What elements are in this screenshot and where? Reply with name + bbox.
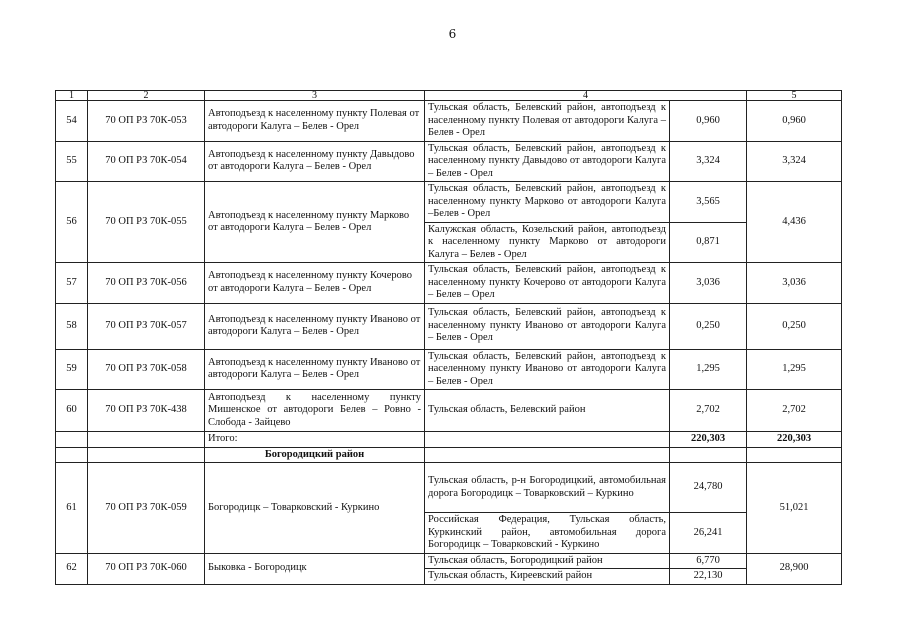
road-length: 1,295 bbox=[670, 349, 747, 390]
roads-table bbox=[55, 90, 842, 585]
header-col-4: 4 bbox=[425, 91, 747, 101]
road-code: 70 ОП РЗ 70К-057 bbox=[88, 303, 205, 349]
empty-cell bbox=[56, 447, 88, 463]
road-location: Калужская область, Козельский район, автоподъезд к населенному пункту Марково от автодороги Калуга – Белев - Орел bbox=[425, 222, 670, 263]
row-number: 57 bbox=[56, 263, 88, 304]
road-name: Автоподъезд к населенному пункту Давыдово от автодороги Калуга – Белев - Орел bbox=[205, 141, 425, 182]
road-code: 70 ОП РЗ 70К-060 bbox=[88, 553, 205, 584]
road-length: 22,130 bbox=[670, 569, 747, 585]
road-name: Автоподъезд к населенному пункту Иваново от автодороги Калуга – Белев - Орел bbox=[205, 349, 425, 390]
road-length: 2,702 bbox=[670, 390, 747, 432]
road-location: Тульская область, Киреевский район bbox=[425, 569, 670, 585]
empty-cell bbox=[670, 447, 747, 463]
district-heading: Богородицкий район bbox=[205, 447, 425, 463]
table-row bbox=[56, 390, 842, 432]
road-total: 0,250 bbox=[747, 303, 842, 349]
road-total: 4,436 bbox=[747, 182, 842, 263]
table-row bbox=[56, 463, 842, 513]
road-location: Тульская область, Богородицкий район bbox=[425, 553, 670, 569]
road-name: Автоподъезд к населенному пункту Кочерово от автодороги Калуга – Белев - Орел bbox=[205, 263, 425, 304]
empty-cell bbox=[56, 432, 88, 448]
road-name: Автоподъезд к населенному пункту Полевая от автодороги Калуга – Белев - Орел bbox=[205, 101, 425, 142]
road-length: 3,565 bbox=[670, 182, 747, 223]
road-name: Автоподъезд к населенному пункту Марково от автодороги Калуга – Белев - Орел bbox=[205, 182, 425, 263]
empty-cell bbox=[425, 447, 670, 463]
road-location: Российская Федерация, Тульская область, Куркинский район, автомобильная дорога Богородицк – Товарковский - Куркино bbox=[425, 513, 670, 554]
road-length: 3,324 bbox=[670, 141, 747, 182]
page-number: 6 bbox=[448, 27, 457, 41]
road-total: 28,900 bbox=[747, 553, 842, 584]
row-number: 56 bbox=[56, 182, 88, 263]
road-code: 70 ОП РЗ 70К-056 bbox=[88, 263, 205, 304]
road-location: Тульская область, Белевский район, автоподъезд к населенному пункту Полевая от автодороги Калуга – Белев - Орел bbox=[425, 101, 670, 142]
empty-cell bbox=[425, 432, 670, 448]
subtotal-total: 220,303 bbox=[747, 432, 842, 448]
road-total: 51,021 bbox=[747, 463, 842, 554]
header-col-3: 3 bbox=[205, 91, 425, 101]
road-location: Тульская область, Белевский район bbox=[425, 390, 670, 432]
road-code: 70 ОП РЗ 70К-438 bbox=[88, 390, 205, 432]
row-number: 54 bbox=[56, 101, 88, 142]
road-total: 0,960 bbox=[747, 101, 842, 142]
road-length: 0,960 bbox=[670, 101, 747, 142]
road-location: Тульская область, Белевский район, автоподъезд к населенному пункту Давыдово от автодороги Калуга – Белев - Орел bbox=[425, 141, 670, 182]
road-location: Тульская область, р-н Богородицкий, автомобильная дорога Богородицк – Товарковский – Куркино bbox=[425, 463, 670, 513]
district-heading-row bbox=[56, 447, 842, 463]
row-number: 55 bbox=[56, 141, 88, 182]
row-number: 61 bbox=[56, 463, 88, 554]
road-length: 26,241 bbox=[670, 513, 747, 554]
road-length: 0,250 bbox=[670, 303, 747, 349]
table-row bbox=[56, 553, 842, 569]
header-col-1: 1 bbox=[56, 91, 88, 101]
road-length: 0,871 bbox=[670, 222, 747, 263]
row-number: 58 bbox=[56, 303, 88, 349]
table-row bbox=[56, 182, 842, 223]
empty-cell bbox=[88, 447, 205, 463]
road-total: 3,036 bbox=[747, 263, 842, 304]
table-row bbox=[56, 303, 842, 349]
road-code: 70 ОП РЗ 70К-055 bbox=[88, 182, 205, 263]
road-location: Тульская область, Белевский район, автоподъезд к населенному пункту Иваново от автодороги Калуга – Белев - Орел bbox=[425, 349, 670, 390]
road-code: 70 ОП РЗ 70К-059 bbox=[88, 463, 205, 554]
header-col-2: 2 bbox=[88, 91, 205, 101]
road-code: 70 ОП РЗ 70К-053 bbox=[88, 101, 205, 142]
table-row bbox=[56, 263, 842, 304]
road-length: 24,780 bbox=[670, 463, 747, 513]
road-location: Тульская область, Белевский район, автоподъезд к населенному пункту Марково от автодороги Калуга –Белев - Орел bbox=[425, 182, 670, 223]
row-number: 59 bbox=[56, 349, 88, 390]
road-name: Быковка - Богородицк bbox=[205, 553, 425, 584]
road-name: Автоподъезд к населенному пункту Иваново от автодороги Калуга – Белев - Орел bbox=[205, 303, 425, 349]
row-number: 60 bbox=[56, 390, 88, 432]
subtotal-length: 220,303 bbox=[670, 432, 747, 448]
header-row bbox=[56, 91, 842, 101]
empty-cell bbox=[747, 447, 842, 463]
subtotal-label: Итого: bbox=[205, 432, 425, 448]
road-total: 2,702 bbox=[747, 390, 842, 432]
row-number: 62 bbox=[56, 553, 88, 584]
road-total: 1,295 bbox=[747, 349, 842, 390]
empty-cell bbox=[88, 432, 205, 448]
table-row bbox=[56, 141, 842, 182]
road-code: 70 ОП РЗ 70К-054 bbox=[88, 141, 205, 182]
road-name: Богородицк – Товарковский - Куркино bbox=[205, 463, 425, 554]
road-location: Тульская область, Белевский район, автоподъезд к населенному пункту Кочерово от автодороги Калуга – Белев – Орел bbox=[425, 263, 670, 304]
road-location: Тульская область, Белевский район, автоподъезд к населенному пункту Иваново от автодороги Калуга – Белев - Орел bbox=[425, 303, 670, 349]
subtotal-row bbox=[56, 432, 842, 448]
road-length: 3,036 bbox=[670, 263, 747, 304]
road-name: Автоподъезд к населенному пункту Мишенское от автодороги Белев – Ровно - Слобода - Зайцево bbox=[205, 390, 425, 432]
road-length: 6,770 bbox=[670, 553, 747, 569]
road-code: 70 ОП РЗ 70К-058 bbox=[88, 349, 205, 390]
header-col-5: 5 bbox=[747, 91, 842, 101]
table-row bbox=[56, 349, 842, 390]
table-row bbox=[56, 101, 842, 142]
road-total: 3,324 bbox=[747, 141, 842, 182]
